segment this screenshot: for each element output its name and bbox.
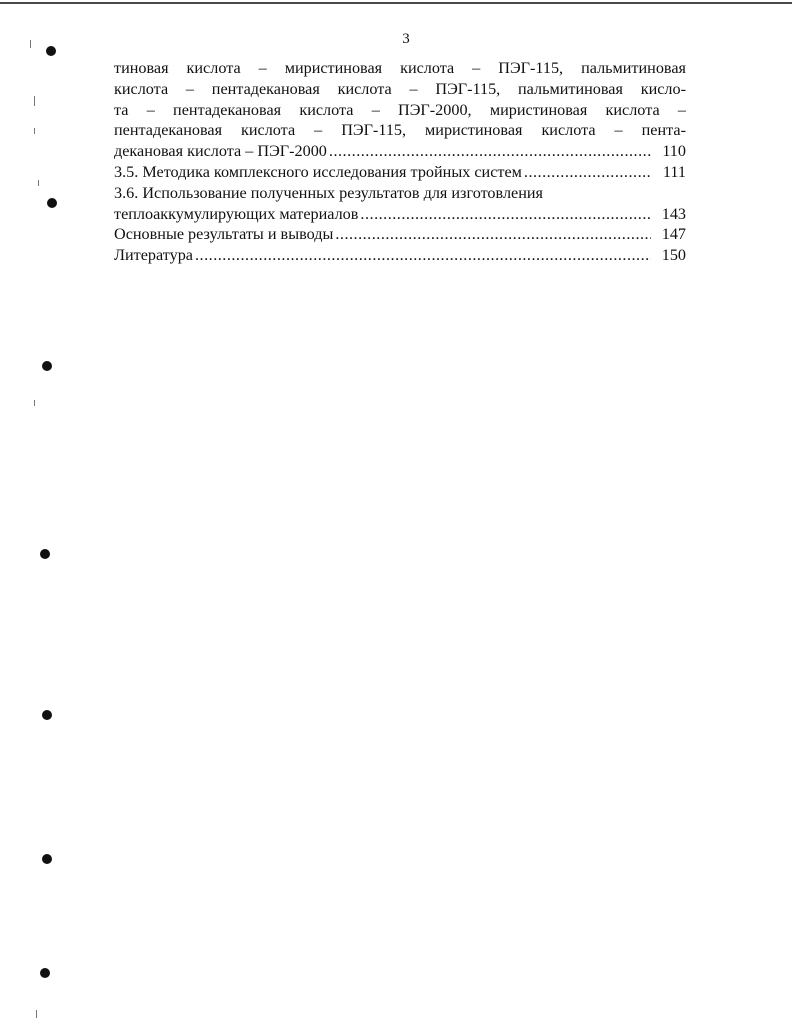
punch-hole-mark [40, 968, 50, 978]
toc-entry [114, 245, 686, 266]
toc-entry-page: 150 [661, 246, 686, 265]
toc-continued-line: тиновая кислота – миристиновая кислота – ПЭГ-115, пальмитиновая [114, 59, 686, 77]
toc-entry-label: декановая кислота – ПЭГ-2000 [114, 142, 327, 161]
toc-continued-line: кислота – пентадекановая кислота – ПЭГ-115, пальмитиновая кисло- [114, 79, 686, 98]
top-border-line [0, 2, 792, 4]
toc-entry-page: 147 [661, 225, 686, 244]
toc-entry-label: Основные результаты и выводы [114, 225, 334, 244]
toc-entry-page: 143 [661, 204, 686, 223]
toc-continued-line: та – пентадекановая кислота – ПЭГ-2000, миристиновая кислота – [114, 100, 686, 119]
dot-leader [329, 141, 651, 162]
scan-speck [34, 400, 35, 406]
scan-speck [30, 40, 31, 48]
scan-speck [34, 96, 35, 106]
toc-entry-label: 3.6. Использование полученных результатов для изготовления [114, 183, 543, 202]
punch-hole-mark [42, 361, 52, 371]
toc-entry-page: 111 [662, 162, 686, 181]
toc-entry-label: 3.5. Методика комплексного исследования тройных систем [114, 162, 522, 181]
page-number: 3 [402, 31, 410, 47]
punch-hole-mark [46, 46, 56, 56]
toc-entry-label: теплоаккумулирующих материалов [114, 204, 359, 223]
toc-continued-line: пентадекановая кислота – ПЭГ-115, миристиновая кислота – пента- [114, 121, 686, 140]
dot-leader [524, 162, 651, 183]
scan-speck [36, 1010, 37, 1018]
toc-entry-label: Литература [114, 246, 193, 265]
punch-hole-mark [42, 710, 52, 720]
toc-entry-page: 110 [662, 142, 686, 161]
table-of-contents [114, 58, 686, 266]
dot-leader [335, 224, 651, 245]
dot-leader [360, 204, 651, 225]
toc-entry [114, 141, 686, 162]
scan-speck [38, 180, 39, 186]
toc-entry [114, 224, 686, 245]
punch-hole-mark [42, 854, 52, 864]
punch-hole-mark [40, 549, 50, 559]
dot-leader [195, 245, 651, 266]
toc-entry [114, 162, 686, 183]
scan-speck [34, 128, 35, 134]
toc-entry [114, 183, 686, 204]
punch-hole-mark [47, 198, 57, 208]
toc-entry [114, 204, 686, 225]
